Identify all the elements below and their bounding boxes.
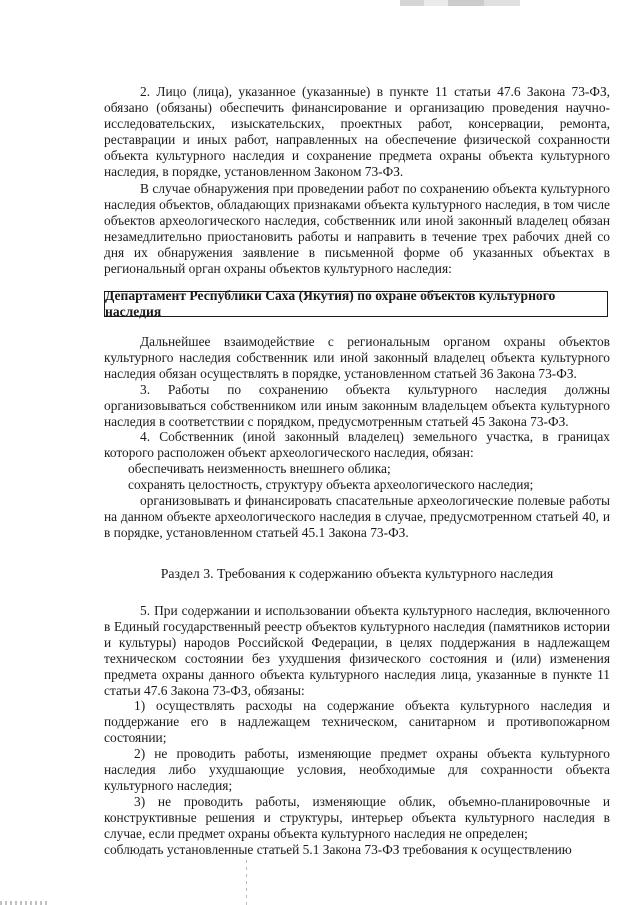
item-5-3: 3) не проводить работы, изменяющие облик, объемно-планировочные и конструктивные решения и структуры, интерьер объекта культурного наследия в случае, если предмет охраны объекта культурного наследия не определен; bbox=[104, 793, 610, 841]
item-4-2: сохранять целостность, структуру объекта археологического наследия; bbox=[128, 477, 534, 493]
scan-artifact bbox=[400, 0, 520, 6]
obligations-block bbox=[104, 334, 610, 541]
scan-fold-line bbox=[246, 860, 247, 905]
paragraph-4: 4. Собственник (иной законный владелец) земельного участка, в границах которого расположен объект археологического наследия, обязан: bbox=[104, 429, 610, 461]
paragraph-2: 2. Лицо (лица), указанное (указанные) в пункте 11 статьи 47.6 Закона 73-ФЗ, обязано (обязаны) обеспечить финансирование и организацию проведения научно-исследовательских, изыскательских, проектных работ, консервации, ремонта, реставрации и иных работ, направленных на обеспечение физической сохранности объекта культурного наследия и сохранение предмета охраны объекта культурного наследия, в порядке, установленном Законом 73-ФЗ. bbox=[104, 84, 610, 179]
paragraph-5: 5. При содержании и использовании объекта культурного наследия, включенного в Единый государственный реестр объектов культурного наследия (памятников истории и культуры) народов Российской Федерации, в целях поддержания в надлежащем техническом состоянии без ухудшения физического состояния и (или) изменения предмета охраны данного объекта культурного наследия лица, указанные в пункте 11 статьи 47.6 Закона 73-ФЗ, обязаны: bbox=[104, 603, 610, 698]
paragraph-3: 3. Работы по сохранению объекта культурного наследия должны организовываться собственником или иным законным владельцем объекта культурного наследия в соответствии с порядком, предусмотренным статьей 45 Закона 73-ФЗ. bbox=[104, 381, 610, 429]
paragraph-discovery: В случае обнаружения при проведении работ по сохранению объекта культурного наследия объектов, обладающих признаками объекта культурного наследия, в том числе объектов археологического наследия, собственник или иной законный владелец обязан незамедлительно приостановить работы и направить в течение трех рабочих дней со дня их обнаружения заявление в письменной форме об указанных объектах в региональный орган охраны объектов культурного наследия: bbox=[104, 181, 610, 276]
department-name: Департамент Республики Саха (Якутия) по охране объектов культурного наследия bbox=[105, 288, 556, 319]
scan-corner-mark bbox=[0, 901, 50, 905]
item-5-4: соблюдать установленные статьей 5.1 Закона 73-ФЗ требования к осуществлению bbox=[104, 841, 572, 857]
section-3-body bbox=[104, 603, 610, 858]
department-box bbox=[104, 288, 608, 319]
section-3-title: Раздел 3. Требования к содержанию объекта культурного наследия bbox=[160, 566, 554, 581]
item-4-3: организовывать и финансировать спасательные археологические полевые работы на данном объекте археологического наследия в случае, предусмотренном статьей 40, и в порядке, установленном статьей 45.1 Закона 73-ФЗ. bbox=[104, 493, 610, 540]
paragraph-interaction: Дальнейшее взаимодействие с региональным органом охраны объектов культурного наследия собственник или иной законный владелец объекта культурного наследия обязан осуществлять в порядке, установленном статьей 36 Закона 73-ФЗ. bbox=[104, 334, 610, 381]
item-4-1: обеспечивать неизменность внешнего облика; bbox=[128, 461, 391, 477]
item-5-1: 1) осуществлять расходы на содержание объекта культурного наследия и поддержание его в надлежащем техническом, санитарном и противопожарном состоянии; bbox=[104, 698, 610, 746]
item-5-2: 2) не проводить работы, изменяющие предмет охраны объекта культурного наследия либо ухудшающие условия, необходимые для сохранности объекта культурного наследия; bbox=[104, 746, 610, 793]
